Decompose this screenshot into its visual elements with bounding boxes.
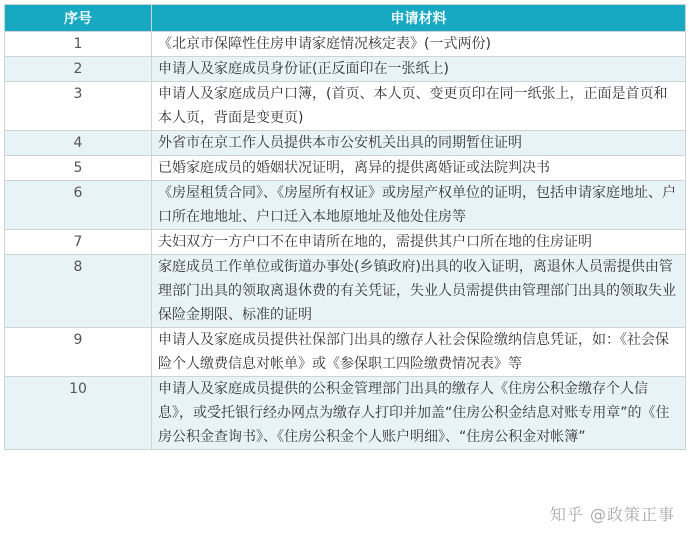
row-material: 夫妇双方一方户口不在申请所在地的，需提供其户口所在地的住房证明 [152, 230, 686, 255]
table-row [5, 156, 686, 181]
table-row [5, 181, 686, 230]
header-number: 序号 [5, 5, 152, 32]
table-row [5, 377, 686, 450]
table-row [5, 82, 686, 131]
row-material: 申请人及家庭成员提供社保部门出具的缴存人社会保险缴纳信息凭证，如：《社会保险个人缴费信息对帐单》或《参保职工四险缴费情况表》等 [152, 328, 686, 377]
row-number: 8 [5, 255, 152, 328]
row-material: 申请人及家庭成员户口簿，(首页、本人页、变更页印在同一纸张上，正面是首页和本人页，背面是变更页) [152, 82, 686, 131]
row-number: 7 [5, 230, 152, 255]
row-number: 9 [5, 328, 152, 377]
row-material: 申请人及家庭成员提供的公积金管理部门出具的缴存人《住房公积金缴存个人信息》，或受托银行经办网点为缴存人打印并加盖“住房公积金结息对账专用章”的《住房公积金查询书》、《住房公积金个人账户明细》、“住房公积金对帐簿” [152, 377, 686, 450]
row-material: 《北京市保障性住房申请家庭情况核定表》(一式两份) [152, 32, 686, 57]
header-materials: 申请材料 [152, 5, 686, 32]
table-header-row [5, 5, 686, 32]
row-material: 《房屋租赁合同》、《房屋所有权证》或房屋产权单位的证明，包括申请家庭地址、户口所在地地址、户口迁入本地原地址及他处住房等 [152, 181, 686, 230]
row-number: 5 [5, 156, 152, 181]
row-number: 10 [5, 377, 152, 450]
table-row [5, 131, 686, 156]
watermark: 知乎 @政策正事 [549, 505, 675, 524]
table-row [5, 57, 686, 82]
row-number: 4 [5, 131, 152, 156]
row-number: 3 [5, 82, 152, 131]
materials-table [4, 4, 686, 450]
row-number: 2 [5, 57, 152, 82]
row-material: 已婚家庭成员的婚姻状况证明，离异的提供离婚证或法院判决书 [152, 156, 686, 181]
table-row [5, 230, 686, 255]
table-row [5, 32, 686, 57]
row-material: 外省市在京工作人员提供本市公安机关出具的同期暂住证明 [152, 131, 686, 156]
table-row [5, 328, 686, 377]
table-row [5, 255, 686, 328]
row-material: 家庭成员工作单位或街道办事处(乡镇政府)出具的收入证明，离退休人员需提供由管理部门出具的领取离退休费的有关凭证，失业人员需提供由管理部门出具的领取失业保险金期限、标准的证明 [152, 255, 686, 328]
row-number: 1 [5, 32, 152, 57]
row-material: 申请人及家庭成员身份证(正反面印在一张纸上) [152, 57, 686, 82]
row-number: 6 [5, 181, 152, 230]
